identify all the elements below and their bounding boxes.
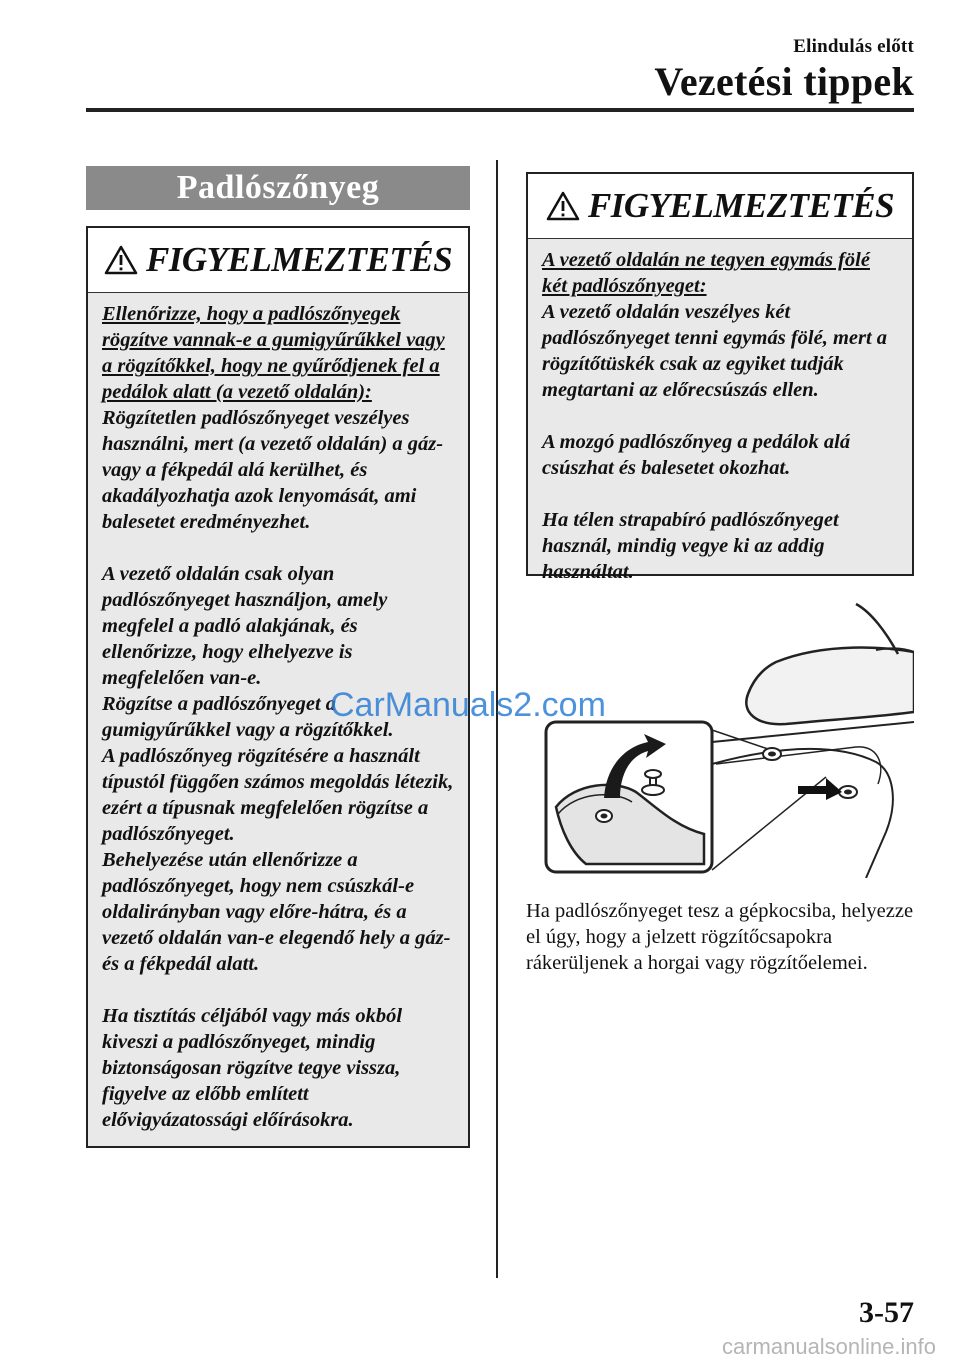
header-rule: [86, 108, 914, 112]
footer-watermark: carmanualsonline.info: [721, 1334, 936, 1359]
warning-heading: A vezető oldalán ne tegyen egymás fölé két padlószőnyeget:: [542, 249, 870, 297]
warning-header: [528, 174, 912, 239]
warning-paragraph: A vezető oldalán veszélyes két padlószőnyeget tenni egymás fölé, mert a rögzítőtüskék csak az egyiket tudják megtartani az előrecsúszás ellen.: [542, 301, 888, 401]
warning-paragraph: A vezető oldalán csak olyan padlószőnyeget használjon, amely megfelel a padló alakjának, és ellenőrizze, hogy elhelyezve is megfelelően van-e.: [102, 563, 388, 689]
topic-title: Padlószőnyeg: [86, 166, 470, 210]
warning-paragraph: A padlószőnyeg rögzítésére a használt típustól függően számos megoldás létezik, ezért a típusnak megfelelően rögzítse a padlószőnyeget.: [102, 745, 454, 845]
chapter-title: Elindulás előtt: [793, 36, 914, 57]
warning-header: [88, 228, 468, 293]
warning-title: FIGYELMEZTETÉS: [145, 240, 453, 279]
warning-triangle-icon: [104, 245, 138, 275]
warning-box-right: [526, 172, 914, 583]
warning-paragraph: Ha tisztítás céljából vagy más okból kiveszi a padlószőnyeget, mindig biztonságosan rögzítve tegye vissza, figyelve az előbb említett elővigyázatossági előírásokra.: [102, 1005, 403, 1131]
section-heading: Vezetési tippek: [654, 59, 914, 104]
warning-title: FIGYELMEZTETÉS: [587, 186, 895, 225]
warning-paragraph: A mozgó padlószőnyeg a pedálok alá csúszhat és balesetet okozhat.: [542, 431, 851, 479]
figure-caption: Ha padlószőnyeget tesz a gépkocsiba, helyezze el úgy, hogy a jelzett rögzítőcsapokra rákerüljenek a horgai vagy rögzítőelemei.: [526, 900, 914, 974]
warning-triangle-icon: [546, 191, 580, 221]
watermark: CarManuals2.com: [330, 686, 606, 724]
warning-heading: Ellenőrizze, hogy a padlószőnyegek rögzítve vannak-e a gumigyűrűkkel vagy a rögzítőkkel, hogy ne gyűrődjenek fel a pedálok alatt (a vezető oldalán):: [102, 303, 445, 403]
warning-paragraph: Rögzítetlen padlószőnyeget veszélyes használni, mert (a vezető oldalán) a gáz- vagy a fékpedál alá kerülhet, és akadályozhatja azok lenyomását, ami balesetet eredményezhet.: [102, 407, 444, 533]
floor-mat-illustration: [526, 602, 914, 878]
warning-body: [528, 239, 912, 597]
warning-paragraph: Behelyezése után ellenőrizze a padlószőnyeget, hogy nem csúszkál-e oldalirányban vagy előre-hátra, és a vezető oldalán van-e elegendő hely a gáz- és a fékpedál alatt.: [102, 849, 451, 975]
warning-paragraph: Rögzítse a padlószőnyeget a gumigyűrűkkel vagy a rögzítőkkel.: [102, 693, 394, 741]
warning-paragraph: Ha télen strapabíró padlószőnyeget használ, mindig vegye ki az addig használtat.: [542, 509, 839, 583]
page-number: 3-57: [859, 1296, 914, 1329]
